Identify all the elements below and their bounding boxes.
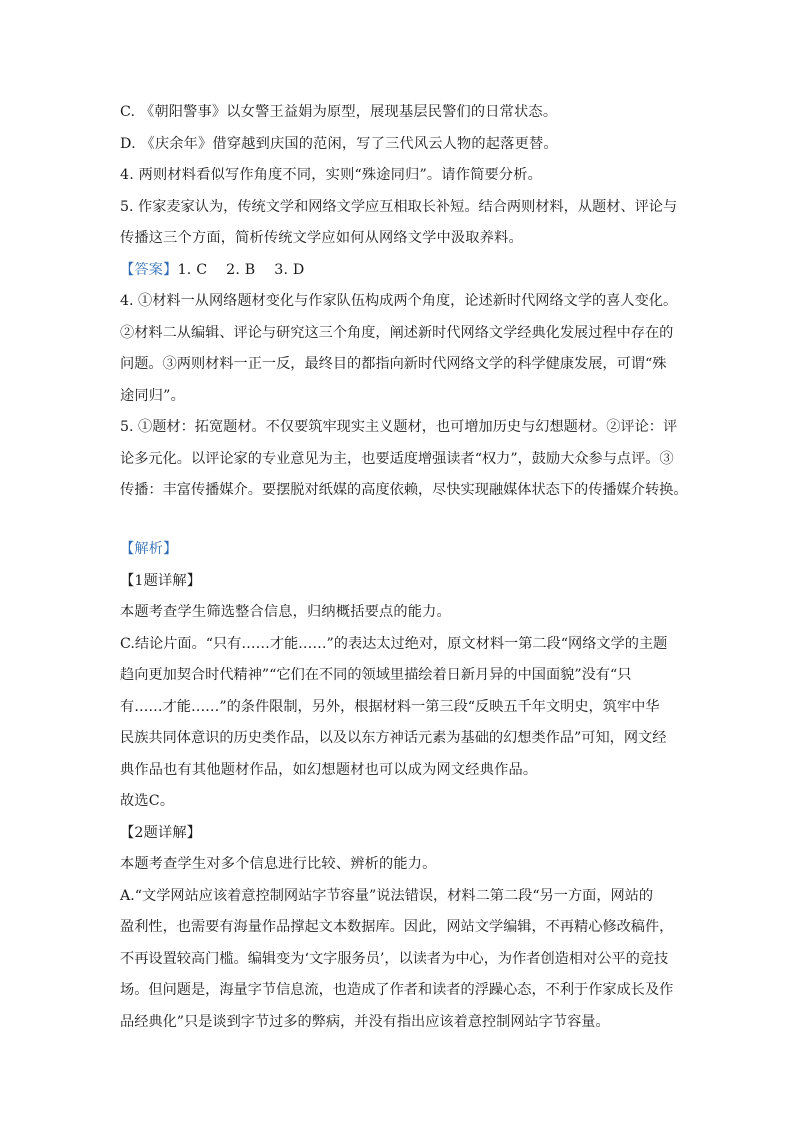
answer-choices: 1. C 2. B 3. D [177, 262, 305, 278]
q1-line-5: 典作品也有其他题材作品，如幻想题材也可以成为网文经典作品。 [120, 762, 538, 778]
q1-line-4: 民族共同体意识的历史类作品，以及以东方神话元素为基础的幻想类作品”可知，网文经 [120, 730, 667, 746]
q2-line-2: 盈利性，也需要有海量作品撑起文本数据库。因此，网站文学编辑，不再精心修改稿件， [120, 919, 674, 935]
q1-conclusion: 故选C。 [120, 793, 175, 809]
question-5-line-2: 传播这三个方面，简析传统文学应如何从网络文学中汲取养料。 [120, 230, 523, 246]
answer-4-line-4: 途同归”。 [120, 388, 186, 404]
answer-5-line-2: 论多元化。以评论家的专业意见为主，也要适度增强读者“权力”，鼓励大众参与点评。③ [120, 451, 674, 467]
answer-4-line-1: 4. ①材料一从网络题材变化与作家队伍构成两个角度，论述新时代网络文学的喜人变化。 [120, 293, 678, 309]
q1-line-1: C.结论片面。“只有……才能……”的表达太过绝对，原文材料一第二段“网络文学的主题 [120, 636, 668, 652]
q1-line-2: 趋向更加契合时代精神”“它们在不同的领域里描绘着日新月异的中国面貌”没有“只 [120, 667, 632, 683]
q2-line-4: 场。但问题是，海量字节信息流，也造成了作者和读者的浮躁心态，不利于作家成长及作 [120, 982, 674, 998]
question-5-line-1: 5. 作家麦家认为，传统文学和网络文学应互相取长补短。结合两则材料，从题材、评论与 [120, 199, 678, 215]
answer-choices-line [120, 260, 680, 280]
q1-intro: 本题考查学生筛选整合信息，归纳概括要点的能力。 [120, 604, 451, 620]
option-d: D. 《庆余年》借穿越到庆国的范闲，写了三代风云人物的起落更替。 [120, 136, 558, 152]
answer-label: 【答案】 [120, 262, 178, 278]
analysis-label: 【解析】 [120, 541, 178, 557]
q1-line-3: 有……才能……”的条件限制，另外，根据材料一第三段“反映五千年文明史，筑牢中华 [120, 699, 660, 715]
q2-intro: 本题考查学生对多个信息进行比较、辨析的能力。 [120, 856, 437, 872]
q2-line-3: 不再设置较高门槛。编辑变为‘文字服务员’，以读者为中心，为作者创造相对公平的竞技 [120, 951, 669, 967]
q2-detail-label: 【2题详解】 [120, 825, 202, 841]
option-c: C. 《朝阳警事》以女警王益娟为原型，展现基层民警们的日常状态。 [120, 104, 558, 120]
answer-5-line-1: 5. ①题材：拓宽题材。不仅要筑牢现实主义题材，也可增加历史与幻想题材。②评论：评 [120, 419, 678, 435]
answer-4-line-2: ②材料二从编辑、评论与研究这三个角度，阐述新时代网络文学经典化发展过程中存在的 [120, 325, 674, 341]
answer-5-line-3: 传播：丰富传播媒介。要摆脱对纸媒的高度依赖，尽快实现融媒体状态下的传播媒介转换。 [120, 482, 688, 498]
q2-line-5: 品经典化”只是谈到字节过多的弊病，并没有指出应该着意控制网站字节容量。 [120, 1014, 610, 1030]
question-4: 4. 两则材料看似写作角度不同，实则“殊途同归”。请作简要分析。 [120, 167, 543, 183]
answer-4-line-3: 问题。③两则材料一正一反，最终目的都指向新时代网络文学的科学健康发展，可谓“殊 [120, 356, 667, 372]
q1-detail-label: 【1题详解】 [120, 573, 202, 589]
q2-line-1: A.“文学网站应该着意控制网站字节容量”说法错误，材料二第二段“另一方面，网站的 [120, 888, 654, 904]
